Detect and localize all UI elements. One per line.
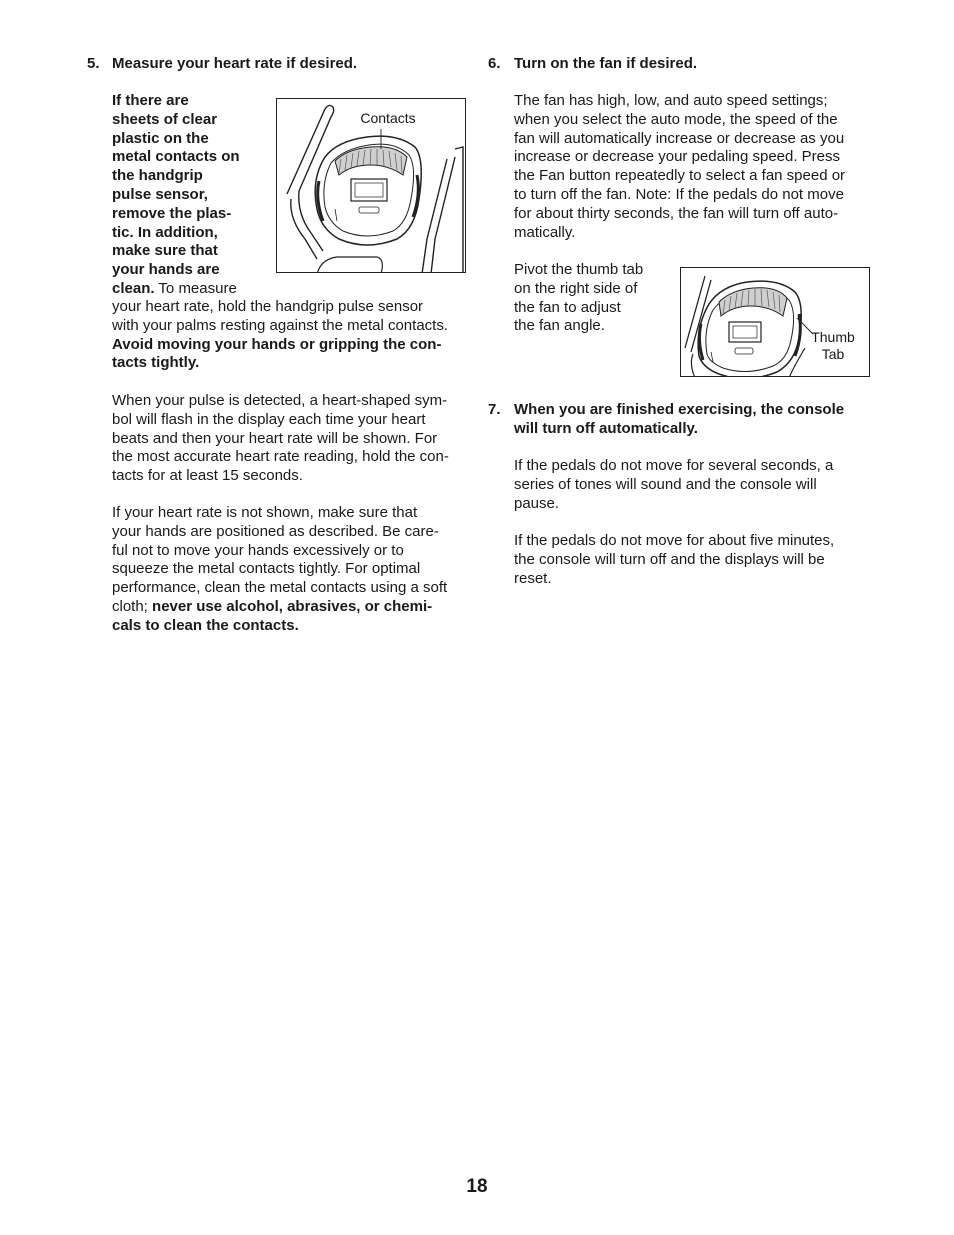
step5-warning [112, 92, 272, 299]
warning-line: make sure that [112, 242, 218, 260]
body-line: ful not to move your hands excessively or to [112, 541, 404, 559]
step6-paragraph-1 [514, 92, 874, 242]
contacts-label: Contacts [360, 110, 416, 126]
body-line: your heart rate, hold the handgrip pulse sensor [112, 298, 424, 315]
warning-line: sheets of clear [112, 110, 218, 128]
step6-heading: Turn on the fan if desired. [514, 55, 698, 72]
body-line: series of tones will sound and the console will [514, 475, 817, 493]
contacts-figure [276, 98, 466, 273]
body-line-mixed [112, 598, 472, 617]
warning-line: pulse sensor, [112, 185, 208, 203]
thumb-tab-label-line: Tab [821, 346, 845, 362]
body-line: the Fan button repeatedly to select a fan speed or [514, 167, 846, 185]
warning-line: plastic on the [112, 129, 209, 147]
heading-line: will turn off automatically. [514, 419, 698, 437]
body-line: matically. [514, 223, 576, 241]
step5-paragraph-2 [112, 392, 472, 486]
page-number: 18 [466, 1176, 488, 1197]
body-line: the fan angle. [514, 317, 605, 335]
body-line: fan will automatically increase or decrease as you [514, 129, 845, 147]
body-line: beats and then your heart rate will be shown. For [112, 429, 438, 447]
body-line: with your palms resting against the metal contacts. [112, 316, 448, 334]
thumb-tab-label [803, 329, 863, 363]
step6-paragraph-2 [514, 261, 674, 336]
caution-text: never use alcohol, abrasives, or chemi- [152, 597, 433, 615]
body-line: for about thirty seconds, the fan will turn off auto- [514, 204, 839, 222]
body-line: If the pedals do not move for several seconds, a [514, 457, 834, 474]
body-line: to turn off the fan. Note: If the pedals do not move [514, 185, 844, 203]
warning-last-bold: clean. [112, 279, 155, 297]
body-line: the fan to adjust [514, 298, 621, 316]
body-line: Pivot the thumb tab [514, 261, 644, 278]
warning-trailing-text: To measure [154, 279, 237, 297]
thumb-tab-figure [680, 267, 870, 377]
body-line: the most accurate heart rate reading, hold the con- [112, 448, 449, 466]
step5-body-1 [112, 298, 472, 373]
body-line: bol will flash in the display each time your heart [112, 410, 426, 428]
warning-line: If there are [112, 92, 189, 109]
body-line: increase or decrease your pedaling speed. Press [514, 148, 841, 166]
caution-line: cals to clean the contacts. [112, 616, 299, 634]
body-line: pause. [514, 494, 560, 512]
body-line: When your pulse is detected, a heart-shaped sym- [112, 392, 448, 409]
step5-paragraph-3 [112, 504, 472, 636]
step6-number: 6. [488, 55, 501, 72]
step7-number: 7. [488, 401, 501, 418]
body-line: on the right side of [514, 279, 638, 297]
step7-paragraph-1 [514, 457, 874, 513]
body-line: when you select the auto mode, the speed of the [514, 110, 838, 128]
body-line: tacts for at least 15 seconds. [112, 467, 303, 485]
warning-line: the handgrip [112, 167, 203, 185]
body-line: squeeze the metal contacts tightly. For optimal [112, 560, 421, 578]
body-line: the console will turn off and the displays will be [514, 550, 825, 568]
caution-line: tacts tightly. [112, 354, 200, 372]
warning-line: remove the plas- [112, 204, 232, 222]
warning-last-line [112, 280, 272, 299]
body-line: reset. [514, 569, 552, 587]
heading-line: When you are finished exercising, the console [514, 401, 845, 418]
warning-line: metal contacts on [112, 148, 240, 166]
step5-number: 5. [87, 55, 100, 72]
caution-line: Avoid moving your hands or gripping the con- [112, 335, 442, 353]
step7-paragraph-2 [514, 532, 874, 588]
thumb-tab-label-line: Thumb [811, 329, 855, 345]
step5-heading: Measure your heart rate if desired. [112, 55, 358, 72]
body-line: If your heart rate is not shown, make sure that [112, 504, 418, 521]
body-line: The fan has high, low, and auto speed settings; [514, 92, 828, 109]
body-line: performance, clean the metal contacts using a soft [112, 579, 448, 597]
warning-line: your hands are [112, 261, 220, 279]
body-line: your hands are positioned as described. Be care- [112, 522, 439, 540]
step7-heading [514, 401, 884, 439]
warning-line: tic. In addition, [112, 223, 218, 241]
body-line: If the pedals do not move for about five minutes, [514, 532, 835, 549]
body-text: cloth; [112, 597, 153, 615]
